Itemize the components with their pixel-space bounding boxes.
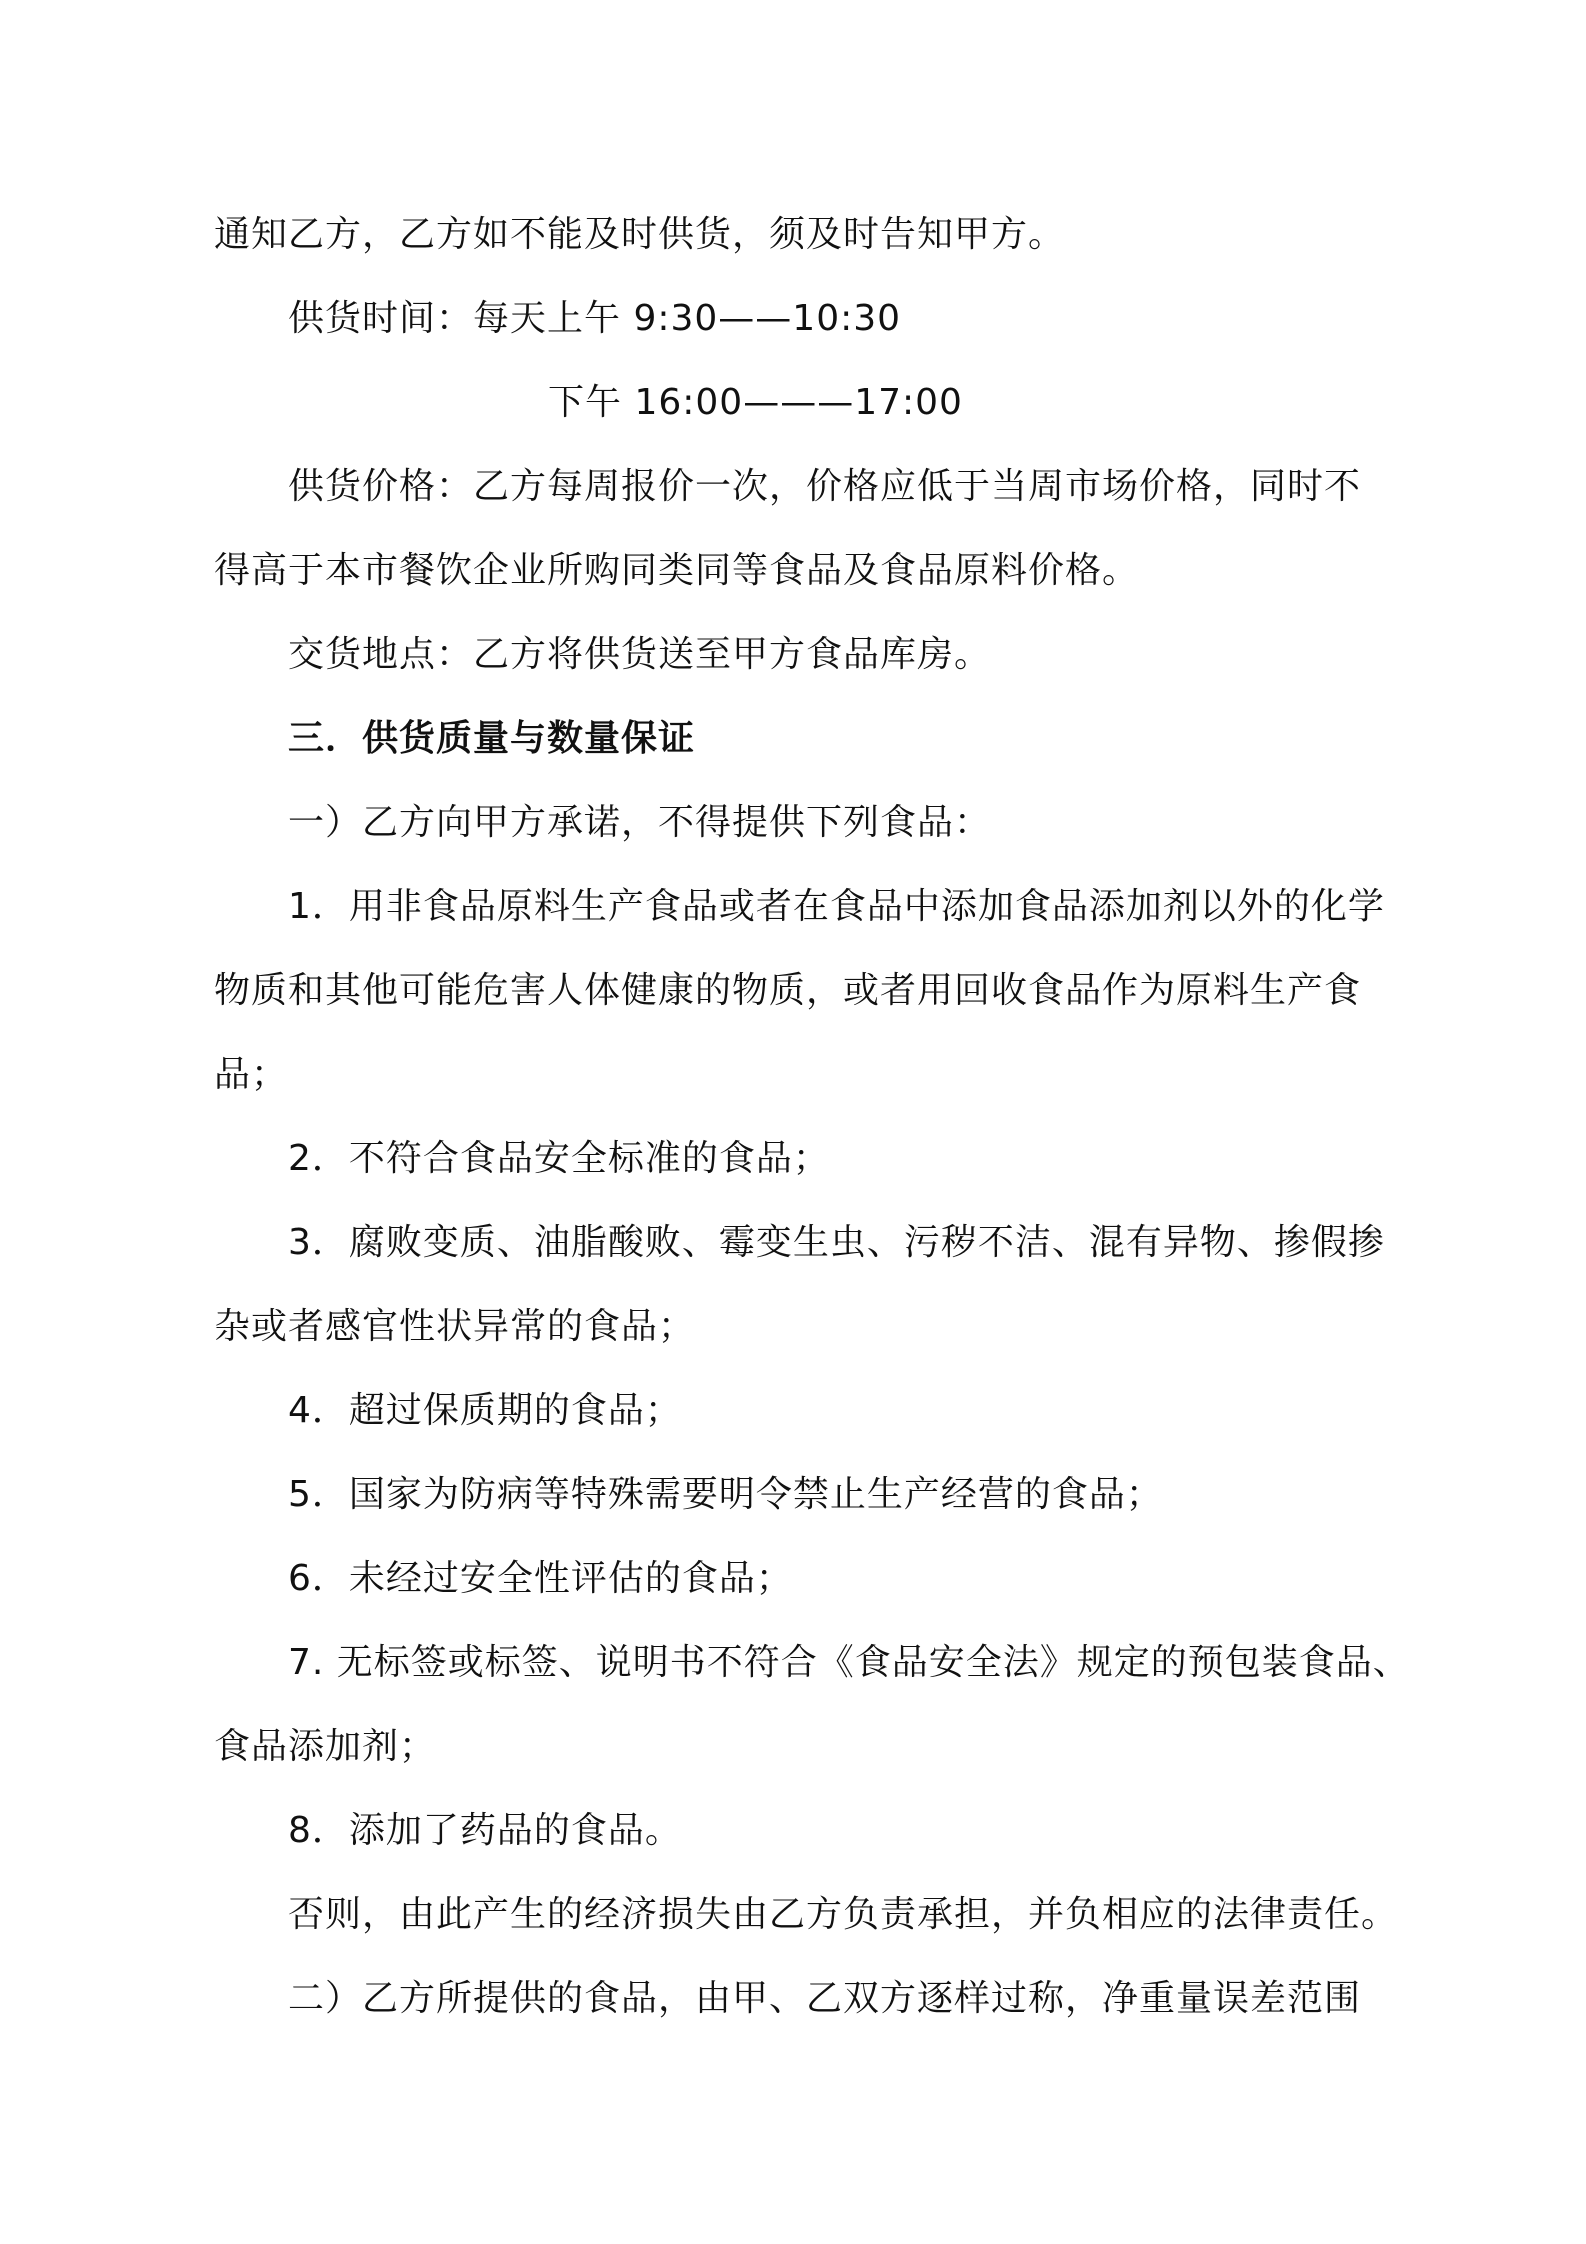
list-item-2: 2．不符合食品安全标准的食品； <box>288 1138 830 1179</box>
list-item-1-continued: 物质和其他可能危害人体健康的物质，或者用回收食品作为原料生产食 <box>214 970 1362 1011</box>
list-item-5: 5．国家为防病等特殊需要明令禁止生产经营的食品； <box>288 1474 1163 1515</box>
list-item-3: 3．腐败变质、油脂酸败、霉变生虫、污秽不洁、混有异物、掺假掺 <box>288 1222 1385 1263</box>
supply-time-line: 供货时间：每天上午 9:30——10:30 <box>288 298 902 339</box>
list-item-7: 7. 无标签或标签、说明书不符合《食品安全法》规定的预包装食品、 <box>288 1642 1410 1683</box>
list-item-3-continued: 杂或者感官性状异常的食品； <box>214 1306 696 1347</box>
list-item-1-end: 品； <box>214 1054 289 1095</box>
liability-paragraph: 否则，由此产生的经济损失由乙方负责承担，并负相应的法律责任。 <box>288 1894 1399 1935</box>
delivery-location-line: 交货地点：乙方将供货送至甲方食品库房。 <box>288 634 992 675</box>
paragraph-line: 得高于本市餐饮企业所购同类同等食品及食品原料价格。 <box>214 550 1140 591</box>
list-item-7-continued: 食品添加剂； <box>214 1726 437 1767</box>
list-item-6: 6．未经过安全性评估的食品； <box>288 1558 793 1599</box>
section-heading: 三．供货质量与数量保证 <box>288 718 696 759</box>
paragraph-line: 通知乙方，乙方如不能及时供货，须及时告知甲方。 <box>214 214 1066 255</box>
list-item-8: 8．添加了药品的食品。 <box>288 1810 682 1851</box>
list-item-1: 1．用非食品原料生产食品或者在食品中添加食品添加剂以外的化学 <box>288 886 1385 927</box>
subsection-heading-2: 二）乙方所提供的食品，由甲、乙双方逐样过称，净重量误差范围 <box>288 1978 1362 2019</box>
list-item-4: 4．超过保质期的食品； <box>288 1390 682 1431</box>
subsection-heading: 一）乙方向甲方承诺，不得提供下列食品： <box>288 802 992 843</box>
supply-time-afternoon: 下午 16:00———17:00 <box>548 382 963 423</box>
supply-price-line: 供货价格：乙方每周报价一次，价格应低于当周市场价格，同时不 <box>288 466 1362 507</box>
